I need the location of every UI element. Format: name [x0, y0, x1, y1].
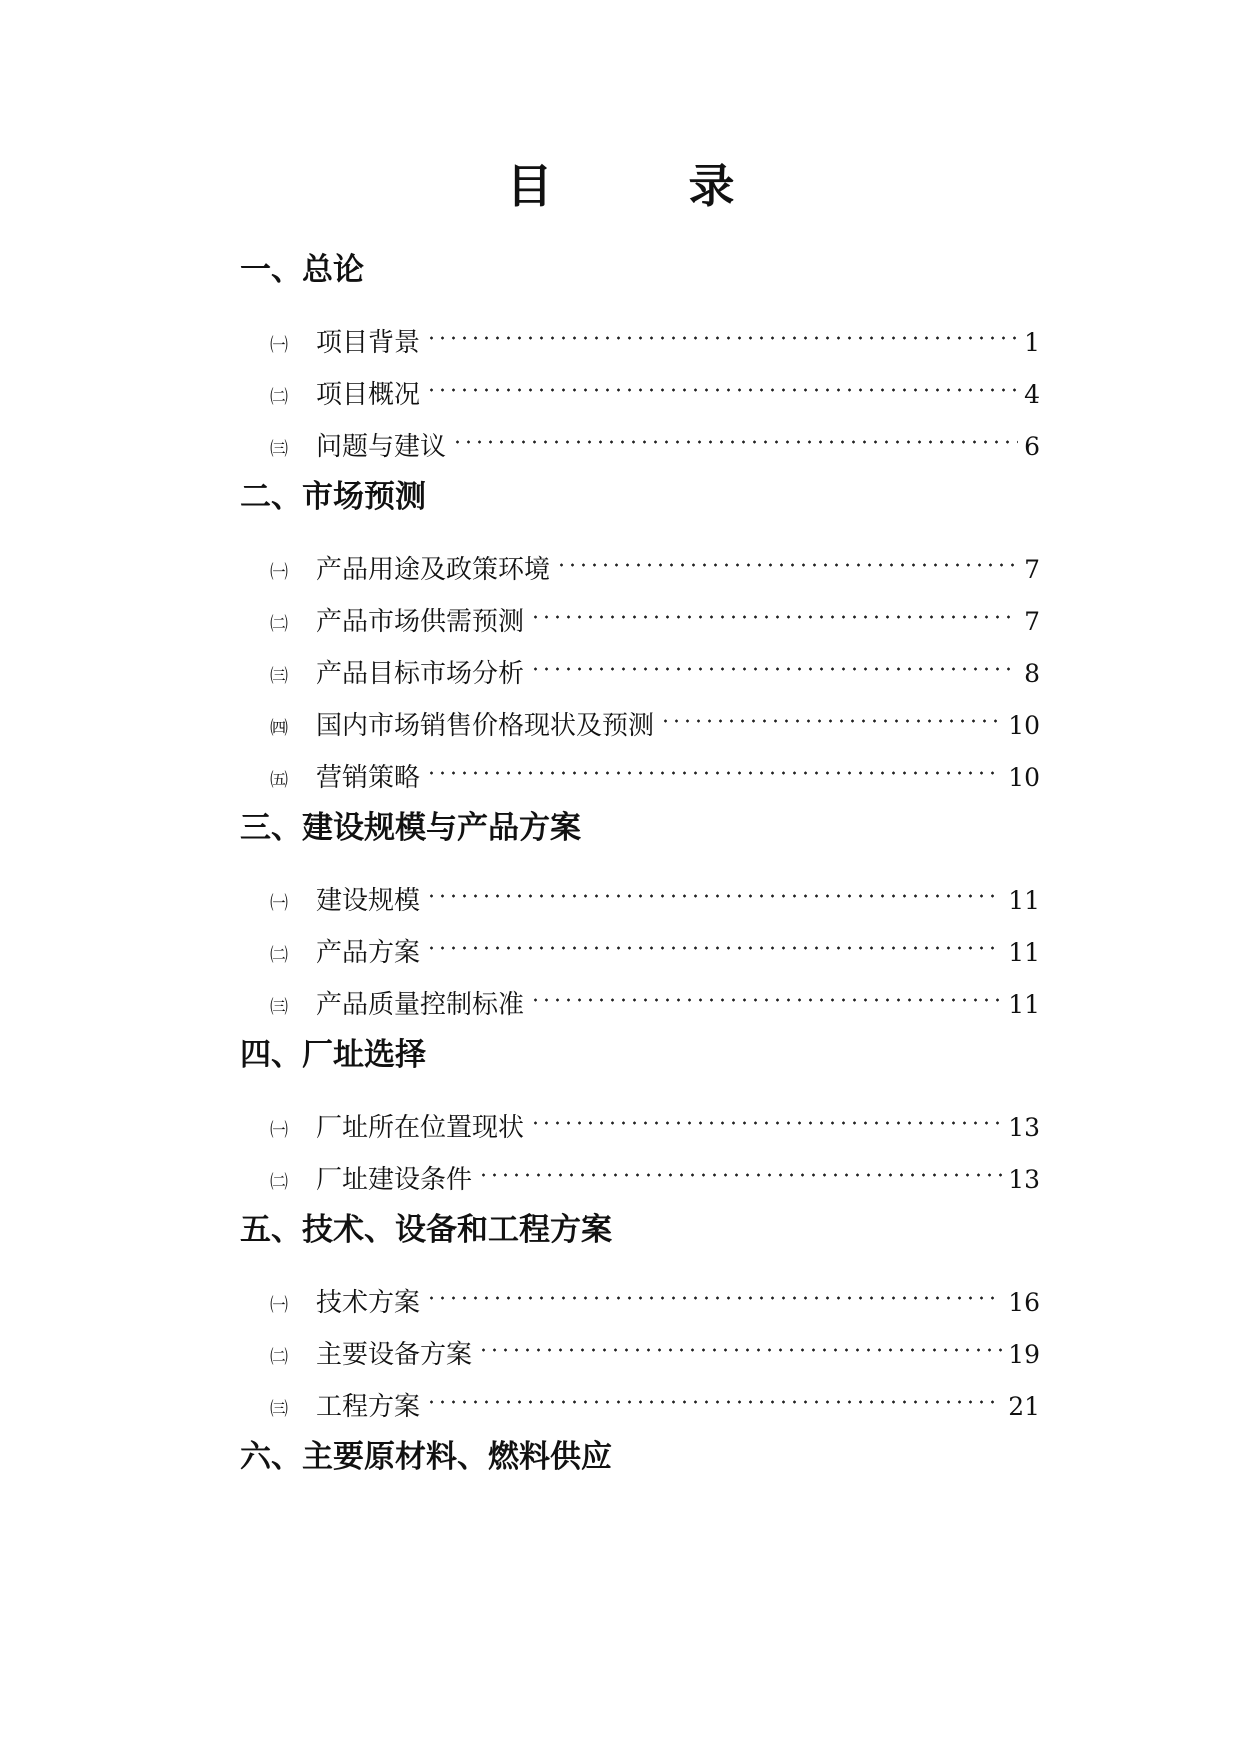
dot-leader [556, 538, 1018, 578]
toc-entry [240, 642, 1040, 689]
dot-leader [530, 973, 1002, 1013]
toc-entry [240, 311, 1040, 358]
entry-number: ㈠ [270, 335, 288, 356]
entry-page-number: 7 [1024, 607, 1040, 636]
dot-leader [478, 1323, 1002, 1363]
toc-entry [240, 1271, 1040, 1318]
entry-label: 产品目标市场分析 [316, 659, 525, 689]
entry-number: ㈠ [270, 1295, 288, 1316]
toc-entry [240, 590, 1040, 637]
entry-label: 建设规模 [316, 886, 421, 916]
entry-page-number: 8 [1024, 659, 1040, 688]
entry-number: ㈤ [270, 770, 288, 791]
entry-page-number: 6 [1024, 432, 1040, 461]
dot-leader [660, 694, 1002, 734]
entry-page-number: 10 [1008, 763, 1040, 792]
entry-label: 产品用途及政策环境 [316, 555, 551, 585]
entry-number: ㈣ [270, 718, 288, 739]
entry-number: ㈡ [270, 614, 288, 635]
toc-entry [240, 869, 1040, 916]
toc-section [240, 1035, 1040, 1195]
entry-page-number: 19 [1008, 1340, 1040, 1369]
dot-leader [426, 869, 1002, 909]
dot-leader [426, 311, 1018, 351]
entry-label: 产品市场供需预测 [316, 607, 525, 637]
entry-number: ㈠ [270, 562, 288, 583]
entry-page-number: 1 [1024, 328, 1040, 357]
dot-leader [426, 1271, 1002, 1311]
toc-entry [240, 694, 1040, 741]
entry-label: 厂址建设条件 [316, 1165, 473, 1195]
section-entries [240, 538, 1040, 793]
toc-entry [240, 538, 1040, 585]
entry-number: ㈡ [270, 387, 288, 408]
entry-page-number: 11 [1008, 886, 1040, 915]
entry-label: 工程方案 [316, 1392, 421, 1422]
entry-page-number: 10 [1008, 711, 1040, 740]
toc-entry [240, 363, 1040, 410]
toc-entry [240, 1096, 1040, 1143]
entry-number: ㈠ [270, 893, 288, 914]
section-heading: 二、市场预测 [240, 479, 426, 515]
entry-label: 营销策略 [316, 763, 421, 793]
entry-number: ㈢ [270, 666, 288, 687]
toc-section [240, 1437, 1040, 1477]
section-heading: 一、总论 [240, 252, 364, 288]
dot-leader [478, 1148, 1002, 1188]
entry-page-number: 7 [1024, 555, 1040, 584]
section-entries [240, 311, 1040, 462]
table-of-contents [240, 250, 1040, 1477]
section-heading: 四、厂址选择 [240, 1037, 426, 1073]
toc-section [240, 250, 1040, 462]
toc-entry [240, 746, 1040, 793]
entry-label: 产品质量控制标准 [316, 990, 525, 1020]
toc-section [240, 1210, 1040, 1422]
entry-number: ㈡ [270, 1347, 288, 1368]
page-title: 目 录 [506, 159, 795, 213]
entry-label: 项目概况 [316, 380, 421, 410]
entry-page-number: 13 [1008, 1165, 1040, 1194]
toc-entry [240, 921, 1040, 968]
dot-leader [530, 590, 1018, 630]
entry-page-number: 21 [1008, 1392, 1040, 1421]
dot-leader [530, 1096, 1002, 1136]
toc-entry [240, 1148, 1040, 1195]
entry-page-number: 11 [1008, 990, 1040, 1019]
entry-page-number: 4 [1024, 380, 1040, 409]
entry-label: 问题与建议 [316, 432, 447, 462]
toc-entry [240, 415, 1040, 462]
section-entries [240, 1271, 1040, 1422]
entry-label: 厂址所在位置现状 [316, 1113, 525, 1143]
section-heading: 六、主要原材料、燃料供应 [240, 1439, 612, 1475]
entry-page-number: 16 [1008, 1288, 1040, 1317]
entry-page-number: 13 [1008, 1113, 1040, 1142]
section-entries [240, 1096, 1040, 1195]
entry-label: 国内市场销售价格现状及预测 [316, 711, 655, 741]
entry-label: 主要设备方案 [316, 1340, 473, 1370]
toc-entry [240, 1375, 1040, 1422]
section-entries [240, 869, 1040, 1020]
dot-leader [426, 746, 1002, 786]
dot-leader [426, 921, 1002, 961]
entry-label: 产品方案 [316, 938, 421, 968]
entry-number: ㈡ [270, 1172, 288, 1193]
dot-leader [452, 415, 1018, 455]
entry-number: ㈢ [270, 439, 288, 460]
entry-number: ㈢ [270, 1399, 288, 1420]
toc-section [240, 808, 1040, 1020]
entry-number: ㈠ [270, 1120, 288, 1141]
entry-label: 技术方案 [316, 1288, 421, 1318]
entry-page-number: 11 [1008, 938, 1040, 967]
toc-entry [240, 973, 1040, 1020]
dot-leader [426, 363, 1018, 403]
toc-entry [240, 1323, 1040, 1370]
entry-label: 项目背景 [316, 328, 421, 358]
toc-section [240, 477, 1040, 793]
entry-number: ㈡ [270, 945, 288, 966]
dot-leader [530, 642, 1018, 682]
dot-leader [426, 1375, 1002, 1415]
section-heading: 五、技术、设备和工程方案 [240, 1212, 612, 1248]
section-heading: 三、建设规模与产品方案 [240, 810, 581, 846]
entry-number: ㈢ [270, 997, 288, 1018]
